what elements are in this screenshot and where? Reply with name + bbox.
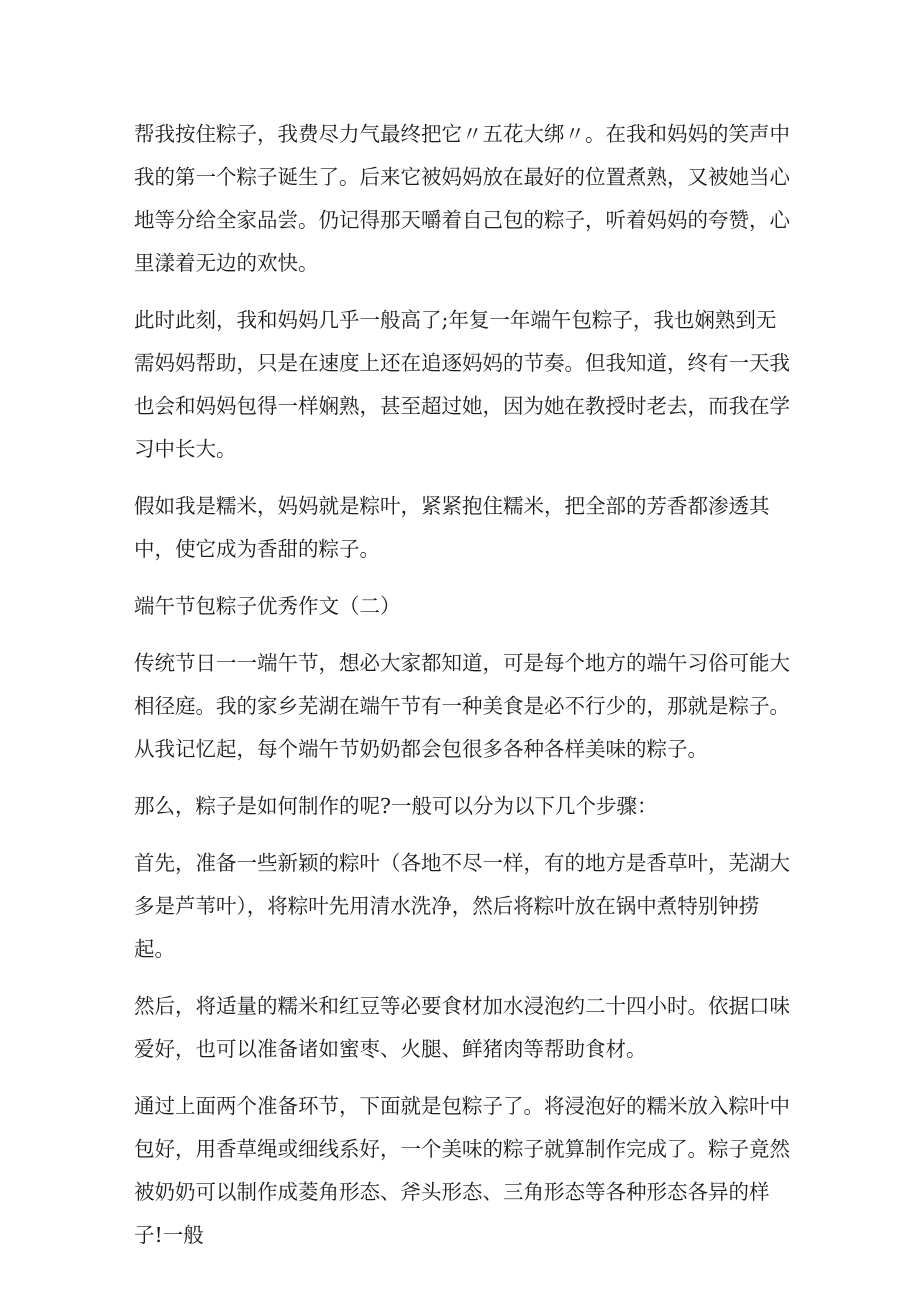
document-body [134, 113, 796, 1271]
paragraph-8: 通过上面两个准备环节，下面就是包粽子了。将浸泡好的糯米放入粽叶中包好，用香草绳或细线系好，一个美味的粽子就算制作完成了。粽子竟然被奶奶可以制作成菱角形态、斧头形态、三角形态等各种形态各异的样子!一般 [134, 1094, 790, 1247]
paragraph-1: 帮我按住粽子，我费尽力气最终把它〃五花大绑〃。在我和妈妈的笑声中我的第一个粽子诞生了。后来它被妈妈放在最好的位置煮熟，又被她当心地等分给全家品尝。仍记得那天嚼着自己包的粽子，听着妈妈的夸赞，心里漾着无边的欢快。 [134, 122, 790, 275]
paragraph-2: 此时此刻，我和妈妈几乎一般高了;年复一年端午包粽子，我也娴熟到无需妈妈帮助，只是在速度上还在追逐妈妈的节奏。但我知道，终有一天我也会和妈妈包得一样娴熟，甚至超过她，因为她在教授时老去，而我在学习中长大。 [134, 308, 790, 461]
section-heading: 端午节包粽子优秀作文（二） [134, 594, 401, 618]
paragraph-4: 传统节日一一端午节，想必大家都知道，可是每个地方的端午习俗可能大相径庭。我的家乡芜湖在端午节有一种美食是必不行少的，那就是粽子。从我记忆起，每个端午节奶奶都会包很多各种各样美味的粽子。 [134, 651, 790, 761]
paragraph-5: 那么，粽子是如何制作的呢?一般可以分为以下几个步骤： [134, 794, 658, 818]
paragraph-7: 然后，将适量的糯米和红豆等必要食材加水浸泡约二十四小时。依据口味爱好，也可以准备诸如蜜枣、火腿、鲜猪肉等帮助食材。 [134, 994, 790, 1061]
paragraph-3: 假如我是糯米，妈妈就是粽叶，紧紧抱住糯米，把全部的芳香都渗透其中，使它成为香甜的粽子。 [134, 494, 770, 561]
paragraph-6: 首先，准备一些新颖的粽叶（各地不尽一样，有的地方是香草叶，芜湖大多是芦苇叶），将粽叶先用清水洗净，然后将粽叶放在锅中煮特别钟捞起。 [134, 851, 790, 961]
